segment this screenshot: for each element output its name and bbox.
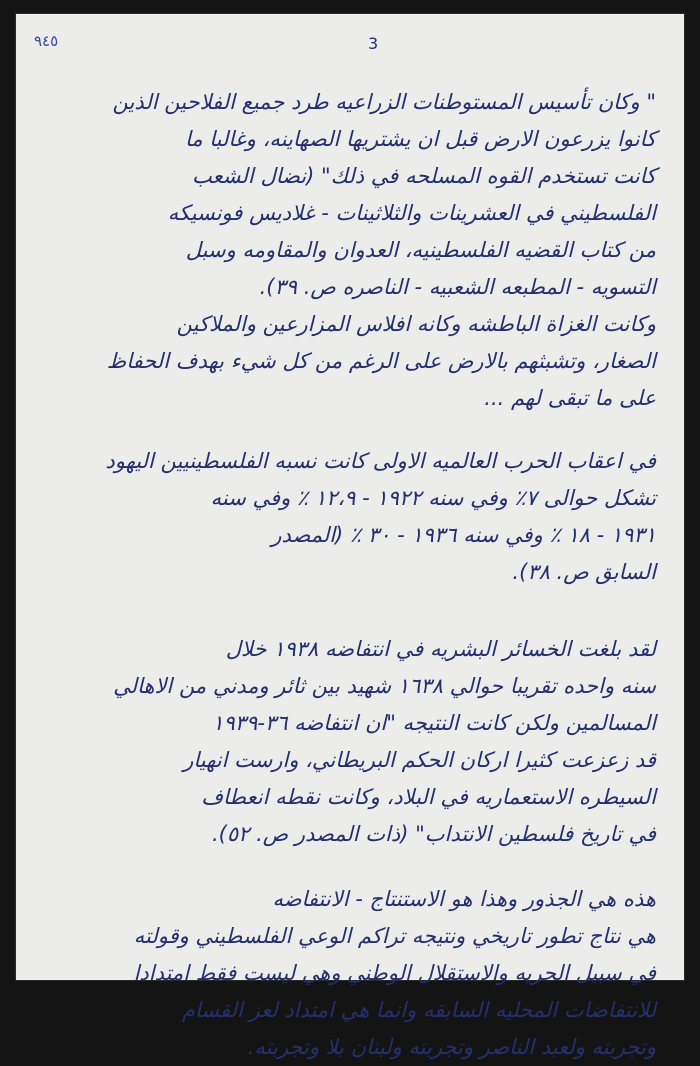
text-line: وتجربته ولعبد الناصر وتجربته ولبنان بلا وتجربته. (247, 1035, 656, 1059)
text-line: في اعقاب الحرب العالميه الاولى كانت نسبه الفلسطينيين اليهود (105, 449, 656, 473)
text-line: السيطره الاستعماريه في البلاد، وكانت نقطه انعطاف (201, 785, 656, 809)
text-line: تشكل حوالى ٧٪ وفي سنه ١٩٢٢ - ١٢،٩ ٪ وفي سنه (210, 486, 656, 510)
paragraph-3 (46, 631, 656, 853)
text-line: هي نتاج تطور تاريخي ونتيجه تراكم الوعي الفلسطيني وقولته (133, 924, 656, 948)
text-line: لقد بلغت الخسائر البشريه في انتفاضه ١٩٣٨ خلال (225, 637, 656, 661)
text-line: سنه واحده تقريبا حوالي ١٦٣٨ شهيد بين ثائر ومدني من الاهالي (113, 674, 656, 698)
text-line: التسويه - المطبعه الشعبيه - الناصره ص. ٣٩). (259, 275, 656, 299)
text-line: المسالمين ولكن كانت النتيجه "ان انتفاضه ٣٦-١٩٣٩ (212, 711, 656, 735)
page-number: 3 (368, 34, 379, 53)
text-line: السابق ص. ٣٨). (512, 560, 656, 584)
text-line: ١٩٣١ - ١٨ ٪ وفي سنه ١٩٣٦ - ٣٠ ٪ (المصدر (271, 523, 656, 547)
text-line: كانوا يزرعون الارض قبل ان يشتريها الصهاينه، وغالبا ما (184, 127, 656, 151)
text-line: وكانت الغزاة الباطشه وكانه افلاس المزارعين والملاكين (176, 312, 656, 336)
text-line: كانت تستخدم القوه المسلحه في ذلك" (نضال الشعب (192, 164, 656, 188)
text-line: الفلسطيني في العشرينات والثلاثينات - غلاديس فونسيكه (167, 201, 656, 225)
document-page (16, 14, 684, 1059)
text-line: " وكان تأسيس المستوطنات الزراعيه طرد جميع الفلاحين الذين (112, 90, 656, 114)
text-line: الصغار، وتشبثهم بالارض على الرغم من كل شيء بهدف الحفاظ (106, 349, 656, 373)
handwritten-text-body (46, 84, 656, 1066)
text-line: في سبيل الحريه والاستقلال الوطني وهي ليست فقط امتدادا (133, 961, 656, 985)
archive-mark: ٩٤٥ (34, 32, 59, 50)
paragraph-1 (46, 84, 656, 417)
text-line: قد زعزعت كثيرا اركان الحكم البريطاني، وارست انهيار (183, 748, 656, 772)
paragraph-2 (46, 443, 656, 591)
text-line: على ما تبقى لهم ... (484, 386, 656, 410)
text-line: هذه هي الجذور وهذا هو الاستنتاج - الانتفاضه (272, 887, 656, 911)
text-line: من كتاب القضيه الفلسطينيه، العدوان والمقاومه وسبل (185, 238, 656, 262)
text-line: في تاريخ فلسطين الانتداب" (ذات المصدر ص. ٥٢). (211, 822, 656, 846)
paragraph-4 (46, 881, 656, 1066)
text-line: للانتفاضات المحليه السابقه وانما هي امتداد لعز القسام (181, 998, 656, 1022)
